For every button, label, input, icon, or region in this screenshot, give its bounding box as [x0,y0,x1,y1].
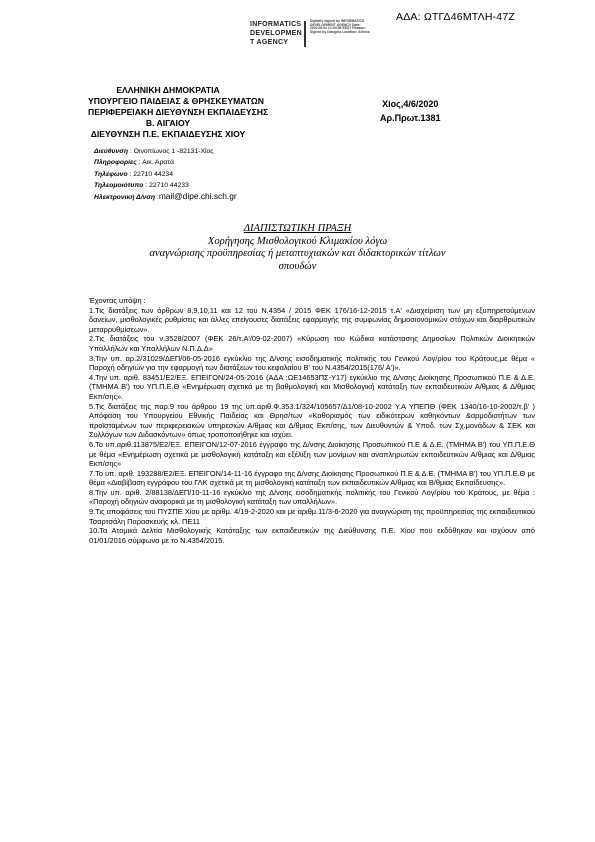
letterhead-authority [88,85,269,140]
list-item: 6.Το υπ.αριθ.113875/Ε2/ΕΞ. ΕΠΕΙΓΟΝ/12-07-2016 έγγραφο της Δ/νσης Διοίκησης Προσωπικού Π.Ε & Δ.Ε. (ΤΜΗΜΑ Β') του ΥΠ.Π.Ε.Θ με θέμα «Ενημέρωση σχετικά με μισθολογική κατάταξη και εξέλιξη των μονίμων και αναπληρωτών εκπαιδευτικών Α/θμιας και Δ/θμιας Εκπ/σης» [89,439,535,469]
title-line: αναγνώρισης προϋπηρεσίας ή μεταπτυχιακών και διδακτορικών τίτλων [149,248,446,260]
contact-row: Τηλεομοιότυπο : 22710 44233 [94,181,189,189]
document-date: Χίος,4/6/2020 [382,99,439,109]
contact-row: Πληροφορίες : Αικ. Αρατά [94,159,174,167]
title-line: Χορήγησης Μισθολογικού Κλιμακίου λόγω [207,235,388,247]
list-item: 2.Τις διατάξεις του ν.3528/2007 (ΦΕΚ 26/τ.Α'/09-02-2007) «Κύρωση του Κώδικα κατάστασης Δημοσίων Πολιτικών Διοικητικών Υπαλλήλων και Υπαλλήλων Ν.Π.Δ.Δ» [89,334,535,353]
document-title [60,223,535,273]
list-item: 1.Τις διατάξεις των άρθρων 8,9,10,11 και 12 του Ν.4354 / 2015 ΦΕΚ 176/16-12-2015 τ.Α' «Διαχείριση των μη εξυπηρετούμενων δανείων, μισθολογικές ρυθμίσεις και άλλες επείγουσες διατάξεις εφαρμογής της συμφωνίας δημοσιονομικών στόχων και διαρθρωτικών μεταρρυθμίσεων». [89,305,535,334]
title-main: ΔΙΑΠΙΣΤΩΤΙΚΗ ΠΡΑΞΗ [243,223,352,234]
list-item: 3.Την υπ. αρ.2/31029/ΔΕΠ/06-05-2016 εγκύκλιο της Δ/νσης εισοδηματικής πολιτικής του Γενικού Λογ/ρίου του Κράτους,με θέμα « Παροχή οδηγιών για την εφαρμογή των διατάξεων του κεφαλαίου Β' του Ν.4354/2015(176/ Α')». [89,353,535,373]
ada-code: ΑΔΑ: ΩΤΓΔ46ΜΤΛΗ-47Ζ [396,11,515,23]
letterhead-line: ΠΕΡΙΦΕΡΕΙΑΚΗ ΔΙΕΥΘΥΝΣΗ ΕΚΠΑΙΔΕΥΣΗΣ [88,107,269,117]
document-body [89,296,535,545]
list-item: 7.Το υπ. αριθ. 193288/Ε2/ΕΞ. ΕΠΕΙΓΟΝ/14-11-16 έγγραφο της Δ/νσης Διοίκησης Προσωπικού Π.Ε & Δ.Ε. (ΤΜΗΜΑ Β') του ΥΠ.Π.Ε.Θ με θέμα «Διαβίβαση εγγράφου του ΓΛΚ σχετικά με τη μισθολογική κατάταξη των εκπαιδευτικών Α/θμιας και Β/θμιας Εκπαίδευσης». [89,468,535,488]
list-item: 9.Τις αποφάσεις του ΠΥΣΠΕ Χίου με αριθμ. 4/19-2-2020 και με αριθμ.11/3-6-2020 για αναγνώριση της προϋπηρεσίας της εκπαιδευτικού Τσαρτσάλη Παρασκευής κλ. ΠΕ11 [89,507,535,526]
letterhead-line: ΥΠΟΥΡΓΕΙΟ ΠΑΙΔΕΙΑΣ & ΘΡΗΣΚΕΥΜΑΤΩΝ [88,96,264,106]
contact-row: Διεύθυνση : Οινοπίωνος 1 -82131-Χίος [94,148,214,155]
list-item: 4.Την υπ. αριθ. 83451/Ε2/ΕΞ. ΕΠΕΙΓΟΝ/24-05-2016 (ΑΔΑ :ΩΕ14653ΠΣ-Υ17) εγκύκλιο της Δ/νσης Διοίκησης Προσωπικού Π.Ε & Δ.Ε. (ΤΜΗΜΑ Β') του ΥΠ.Π.Ε.Θ «Ενημέρωση σχετικά με τη βαθμολογική και Μισθολογική κατάταξη των εκπαιδευτικών Α/θμιας & Δ/θμιας Εκπ/σης». [89,372,535,401]
list-item: 10.Τα Ατομικά Δελτία Μισθολογικής Κατάταξης των εκπαιδευτικών της Διεύθυνσης Π.Ε. Χίου που εκδόθηκαν και ισχύουν από 01/01/2016 σύμφωνα με το Ν.4354/2015. [89,526,535,545]
protocol-number: Αρ.Πρωτ.1381 [380,113,441,123]
list-item: 5.Τις διατάξεις της παρ.9 του άρθρου 19 της υπ.αριθ.Φ.353.1/324/105657/Δ1/08-10-2002 Υ.Α ΥΠΕΠΘ (ΦΕΚ 1340/16-10-2002/τ.β' ) Απόφαση του Υπουργείου Εθνικής Παιδείας και Θρησ/των «Καθορισμός των ειδικότερων καθηκόντων &αρμοδιοτήτων των προϊσταμένων των περιφερειακών υπηρεσιών Α/θμιας και Δ/θμιας Εκπ/σης, των Διευθυντών & Υποδ. των Σχ.μονάδων & ΣΕΚ και Συλλόγων των Διδασκόντων» όπως τροποποιήθηκε και ισχύει. [89,401,535,440]
letterhead-line: ΔΙΕΥΘΥΝΣΗ Π.Ε. ΕΚΠΑΙΔΕΥΣΗΣ ΧΙΟΥ [90,129,246,139]
contact-row: Ηλεκτρονική Δ/νση :mail@dipe.chi.sch.gr [94,191,237,202]
signature-details: Digitally signed by INFORMATICS DEVELOPMENT AGENCY Date: 2020.06.04 12:34:56 EEST Reason: Signed by Diavgeia Location: Athens [310,19,370,34]
letterhead-line: Β. ΑΙΓΑΙΟΥ [145,118,191,128]
signature-divider [304,21,306,47]
title-line: σπουδών [278,260,317,272]
contact-details [94,146,237,203]
letterhead-line: ΕΛΛΗΝΙΚΗ ΔΗΜΟΚΡΑΤΙΑ [116,85,220,95]
email-link[interactable]: mail@dipe.chi.sch.gr [158,191,237,202]
agency-name: INFORMATICS DEVELOPMEN T AGENCY [250,21,303,46]
date-protocol-block [380,97,441,125]
body-intro: Έχοντας υπόψη : [89,296,146,305]
agency-signature-mark [250,20,370,47]
list-item: 8.Την υπ. αριθ. 2/88138/ΔΕΠ/10-11-16 εγκύκλιο της Δ/νσης εισοδηματικής πολιτικής του Γενικού Λογ/ρίου του Κράτους, με θέμα : «Παροχή οδηγιών αναφορικά με τη μισθολογική κατάταξη των υπαλλήλων». [89,487,535,507]
contact-row: Τηλέφωνο : 22710 44234 [94,170,173,178]
